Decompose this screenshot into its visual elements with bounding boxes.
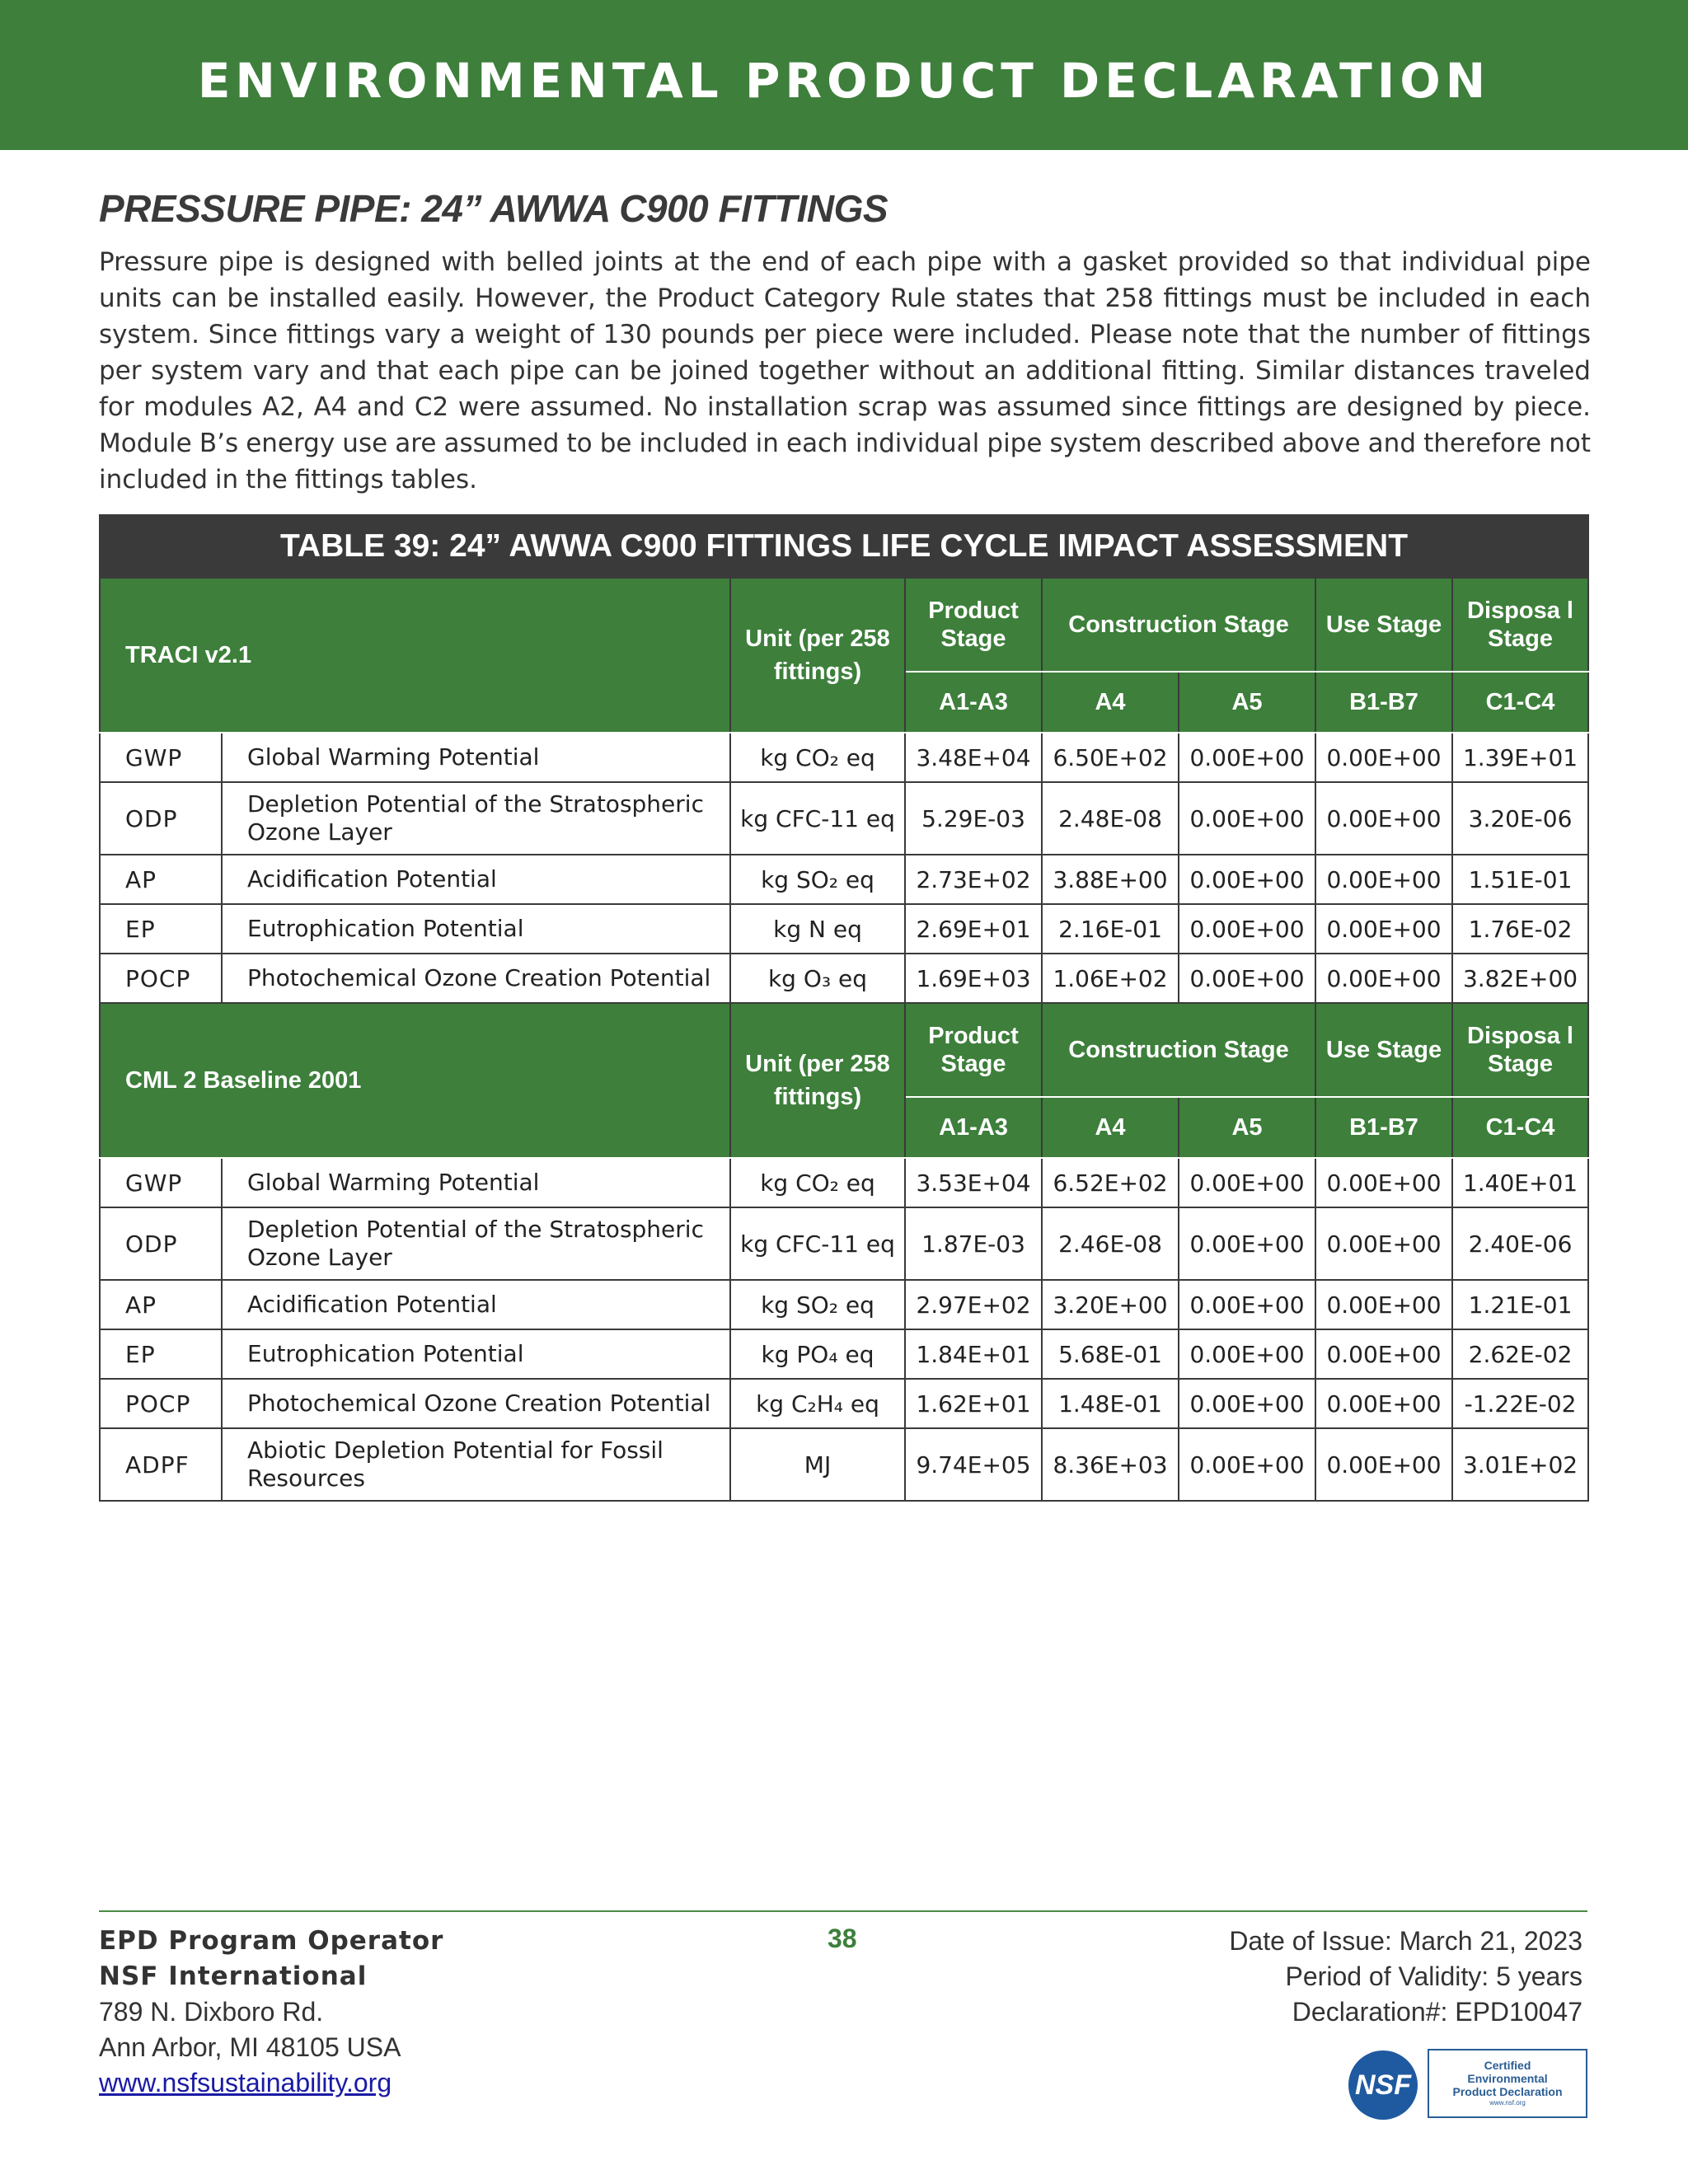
value-b1b7: 0.00E+00 [1315, 1428, 1452, 1501]
value-c1c4: 2.40E-06 [1452, 1207, 1588, 1280]
table-row [100, 1379, 1588, 1428]
value-a5: 0.00E+00 [1179, 782, 1315, 855]
operator-label: EPD Program Operator [99, 1926, 444, 1956]
table-row [100, 855, 1588, 904]
declaration-number: Declaration#: EPD10047 [1292, 1997, 1582, 2027]
value-a1a3: 9.74E+05 [905, 1428, 1042, 1501]
date-of-issue: Date of Issue: March 21, 2023 [1229, 1926, 1582, 1956]
value-b1b7: 0.00E+00 [1315, 733, 1452, 782]
indicator-name: Global Warming Potential [222, 1158, 730, 1207]
value-b1b7: 0.00E+00 [1315, 782, 1452, 855]
value-a1a3: 1.69E+03 [905, 954, 1042, 1003]
value-a5: 0.00E+00 [1179, 1379, 1315, 1428]
indicator-name: Abiotic Depletion Potential for Fossil Resources [222, 1428, 730, 1501]
unit-header: Unit (per 258 fittings) [730, 578, 905, 733]
indicator-unit: kg CFC-11 eq [730, 1207, 905, 1280]
value-c1c4: 1.21E-01 [1452, 1280, 1588, 1329]
value-a4: 1.48E-01 [1042, 1379, 1179, 1428]
use-stage-header: Use Stage [1315, 578, 1452, 672]
value-a4: 3.20E+00 [1042, 1280, 1179, 1329]
value-b1b7: 0.00E+00 [1315, 1329, 1452, 1379]
indicator-name: Photochemical Ozone Creation Potential [222, 1379, 730, 1428]
indicator-unit: kg CO₂ eq [730, 1158, 905, 1207]
module-header-a1a3: A1-A3 [905, 1097, 1042, 1158]
value-a5: 0.00E+00 [1179, 1428, 1315, 1501]
value-a4: 8.36E+03 [1042, 1428, 1179, 1501]
module-header-c1c4: C1-C4 [1452, 672, 1588, 733]
badge-line-2: Environmental [1467, 2072, 1548, 2085]
indicator-unit: MJ [730, 1428, 905, 1501]
indicator-unit: kg CO₂ eq [730, 733, 905, 782]
indicator-name: Eutrophication Potential [222, 904, 730, 954]
disposal-stage-header: Disposa l Stage [1452, 1003, 1588, 1097]
value-a5: 0.00E+00 [1179, 1280, 1315, 1329]
indicator-abbr: EP [100, 1329, 222, 1379]
website-link[interactable]: www.nsfsustainability.org [99, 2068, 392, 2097]
certified-epd-badge [1428, 2049, 1587, 2118]
indicator-name: Global Warming Potential [222, 733, 730, 782]
value-b1b7: 0.00E+00 [1315, 954, 1452, 1003]
value-a4: 2.46E-08 [1042, 1207, 1179, 1280]
value-b1b7: 0.00E+00 [1315, 1158, 1452, 1207]
value-a5: 0.00E+00 [1179, 855, 1315, 904]
badge-line-3: Product Declaration [1452, 2085, 1563, 2098]
indicator-abbr: ADPF [100, 1428, 222, 1501]
table-row [100, 1329, 1588, 1379]
indicator-name: Acidification Potential [222, 855, 730, 904]
indicator-unit: kg N eq [730, 904, 905, 954]
indicator-unit: kg O₃ eq [730, 954, 905, 1003]
value-b1b7: 0.00E+00 [1315, 855, 1452, 904]
table-caption: TABLE 39: 24” AWWA C900 FITTINGS LIFE CYCLE IMPACT ASSESSMENT [100, 515, 1588, 578]
value-a5: 0.00E+00 [1179, 904, 1315, 954]
value-a4: 1.06E+02 [1042, 954, 1179, 1003]
indicator-abbr: POCP [100, 954, 222, 1003]
use-stage-header: Use Stage [1315, 1003, 1452, 1097]
indicator-abbr: ODP [100, 1207, 222, 1280]
table-row [100, 733, 1588, 782]
indicator-abbr: AP [100, 855, 222, 904]
nsf-logo-icon [1348, 2050, 1418, 2120]
value-a4: 3.88E+00 [1042, 855, 1179, 904]
table-row [100, 1207, 1588, 1280]
table-row [100, 954, 1588, 1003]
indicator-name: Photochemical Ozone Creation Potential [222, 954, 730, 1003]
page-number: 38 [828, 1924, 857, 1953]
module-header-b1b7: B1-B7 [1315, 1097, 1452, 1158]
indicator-unit: kg C₂H₄ eq [730, 1379, 905, 1428]
module-header-a5: A5 [1179, 672, 1315, 733]
document-title: ENVIRONMENTAL PRODUCT DECLARATION [197, 53, 1491, 109]
period-of-validity: Period of Validity: 5 years [1285, 1961, 1582, 1991]
value-b1b7: 0.00E+00 [1315, 1207, 1452, 1280]
footer-issue-block [1229, 1924, 1582, 2030]
nsf-logo-text: NSF [1355, 2069, 1411, 2101]
header-banner [0, 0, 1688, 150]
value-c1c4: 3.01E+02 [1452, 1428, 1588, 1501]
module-header-a5: A5 [1179, 1097, 1315, 1158]
construction-stage-header: Construction Stage [1042, 578, 1315, 672]
indicator-unit: kg SO₂ eq [730, 1280, 905, 1329]
indicator-abbr: EP [100, 904, 222, 954]
value-a1a3: 2.73E+02 [905, 855, 1042, 904]
footer-operator-block [99, 1924, 443, 2102]
value-c1c4: 3.82E+00 [1452, 954, 1588, 1003]
value-b1b7: 0.00E+00 [1315, 904, 1452, 954]
table-row [100, 1280, 1588, 1329]
badge-line-4: www.nsf.org [1489, 2099, 1526, 2107]
method-header: TRACI v2.1 [100, 578, 730, 733]
address-line-2: Ann Arbor, MI 48105 USA [99, 2032, 401, 2062]
indicator-abbr: ODP [100, 782, 222, 855]
section-title: PRESSURE PIPE: 24” AWWA C900 FITTINGS [99, 187, 889, 230]
value-a1a3: 1.87E-03 [905, 1207, 1042, 1280]
indicator-name: Eutrophication Potential [222, 1329, 730, 1379]
value-c1c4: 1.51E-01 [1452, 855, 1588, 904]
indicator-abbr: POCP [100, 1379, 222, 1428]
value-a1a3: 3.53E+04 [905, 1158, 1042, 1207]
module-header-a4: A4 [1042, 672, 1179, 733]
value-a5: 0.00E+00 [1179, 1158, 1315, 1207]
indicator-name: Depletion Potential of the Stratospheric Ozone Layer [222, 1207, 730, 1280]
value-c1c4: 1.76E-02 [1452, 904, 1588, 954]
module-header-a4: A4 [1042, 1097, 1179, 1158]
disposal-stage-header: Disposa l Stage [1452, 578, 1588, 672]
address-line-1: 789 N. Dixboro Rd. [99, 1997, 324, 2027]
module-header-b1b7: B1-B7 [1315, 672, 1452, 733]
value-a5: 0.00E+00 [1179, 733, 1315, 782]
value-a5: 0.00E+00 [1179, 1329, 1315, 1379]
value-a1a3: 1.84E+01 [905, 1329, 1042, 1379]
value-a1a3: 2.97E+02 [905, 1280, 1042, 1329]
value-a1a3: 2.69E+01 [905, 904, 1042, 954]
product-stage-header: Product Stage [905, 578, 1042, 672]
indicator-name: Depletion Potential of the Stratospheric Ozone Layer [222, 782, 730, 855]
table-row [100, 1428, 1588, 1501]
indicator-unit: kg CFC-11 eq [730, 782, 905, 855]
value-b1b7: 0.00E+00 [1315, 1379, 1452, 1428]
indicator-name: Acidification Potential [222, 1280, 730, 1329]
product-stage-header: Product Stage [905, 1003, 1042, 1097]
operator-org: NSF International [99, 1961, 368, 1991]
value-a5: 0.00E+00 [1179, 954, 1315, 1003]
value-c1c4: 1.39E+01 [1452, 733, 1588, 782]
value-a4: 2.48E-08 [1042, 782, 1179, 855]
value-c1c4: 2.62E-02 [1452, 1329, 1588, 1379]
value-a4: 6.50E+02 [1042, 733, 1179, 782]
value-c1c4: -1.22E-02 [1452, 1379, 1588, 1428]
value-a4: 5.68E-01 [1042, 1329, 1179, 1379]
lcia-table [99, 514, 1589, 1502]
method-header: CML 2 Baseline 2001 [100, 1003, 730, 1158]
indicator-abbr: GWP [100, 733, 222, 782]
indicator-abbr: GWP [100, 1158, 222, 1207]
value-a1a3: 5.29E-03 [905, 782, 1042, 855]
value-c1c4: 1.40E+01 [1452, 1158, 1588, 1207]
table-row [100, 904, 1588, 954]
unit-header: Unit (per 258 fittings) [730, 1003, 905, 1158]
value-a4: 6.52E+02 [1042, 1158, 1179, 1207]
value-c1c4: 3.20E-06 [1452, 782, 1588, 855]
value-b1b7: 0.00E+00 [1315, 1280, 1452, 1329]
badge-line-1: Certified [1484, 2059, 1531, 2072]
indicator-unit: kg PO₄ eq [730, 1329, 905, 1379]
indicator-unit: kg SO₂ eq [730, 855, 905, 904]
value-a4: 2.16E-01 [1042, 904, 1179, 954]
intro-paragraph: Pressure pipe is designed with belled joints at the end of each pipe with a gasket provided so that individual pipe units can be installed easily. However, the Product Category Rule states that 258 fittings must be included in each system. Since fittings vary a weight of 130 pounds per piece were included. Please note that the number of fittings per system vary and that each pipe can be joined together without an additional fitting. Similar distances traveled for modules A2, A4 and C2 were assumed. No installation scrap was assumed since fittings are designed by piece. Module B’s energy use are assumed to be included in each individual pipe system described above and therefore not included in the fittings tables. [99, 247, 1591, 494]
module-header-c1c4: C1-C4 [1452, 1097, 1588, 1158]
value-a1a3: 3.48E+04 [905, 733, 1042, 782]
indicator-abbr: AP [100, 1280, 222, 1329]
table-row [100, 1158, 1588, 1207]
value-a5: 0.00E+00 [1179, 1207, 1315, 1280]
construction-stage-header: Construction Stage [1042, 1003, 1315, 1097]
footer-divider [99, 1910, 1587, 1912]
table-row [100, 782, 1588, 855]
module-header-a1a3: A1-A3 [905, 672, 1042, 733]
value-a1a3: 1.62E+01 [905, 1379, 1042, 1428]
